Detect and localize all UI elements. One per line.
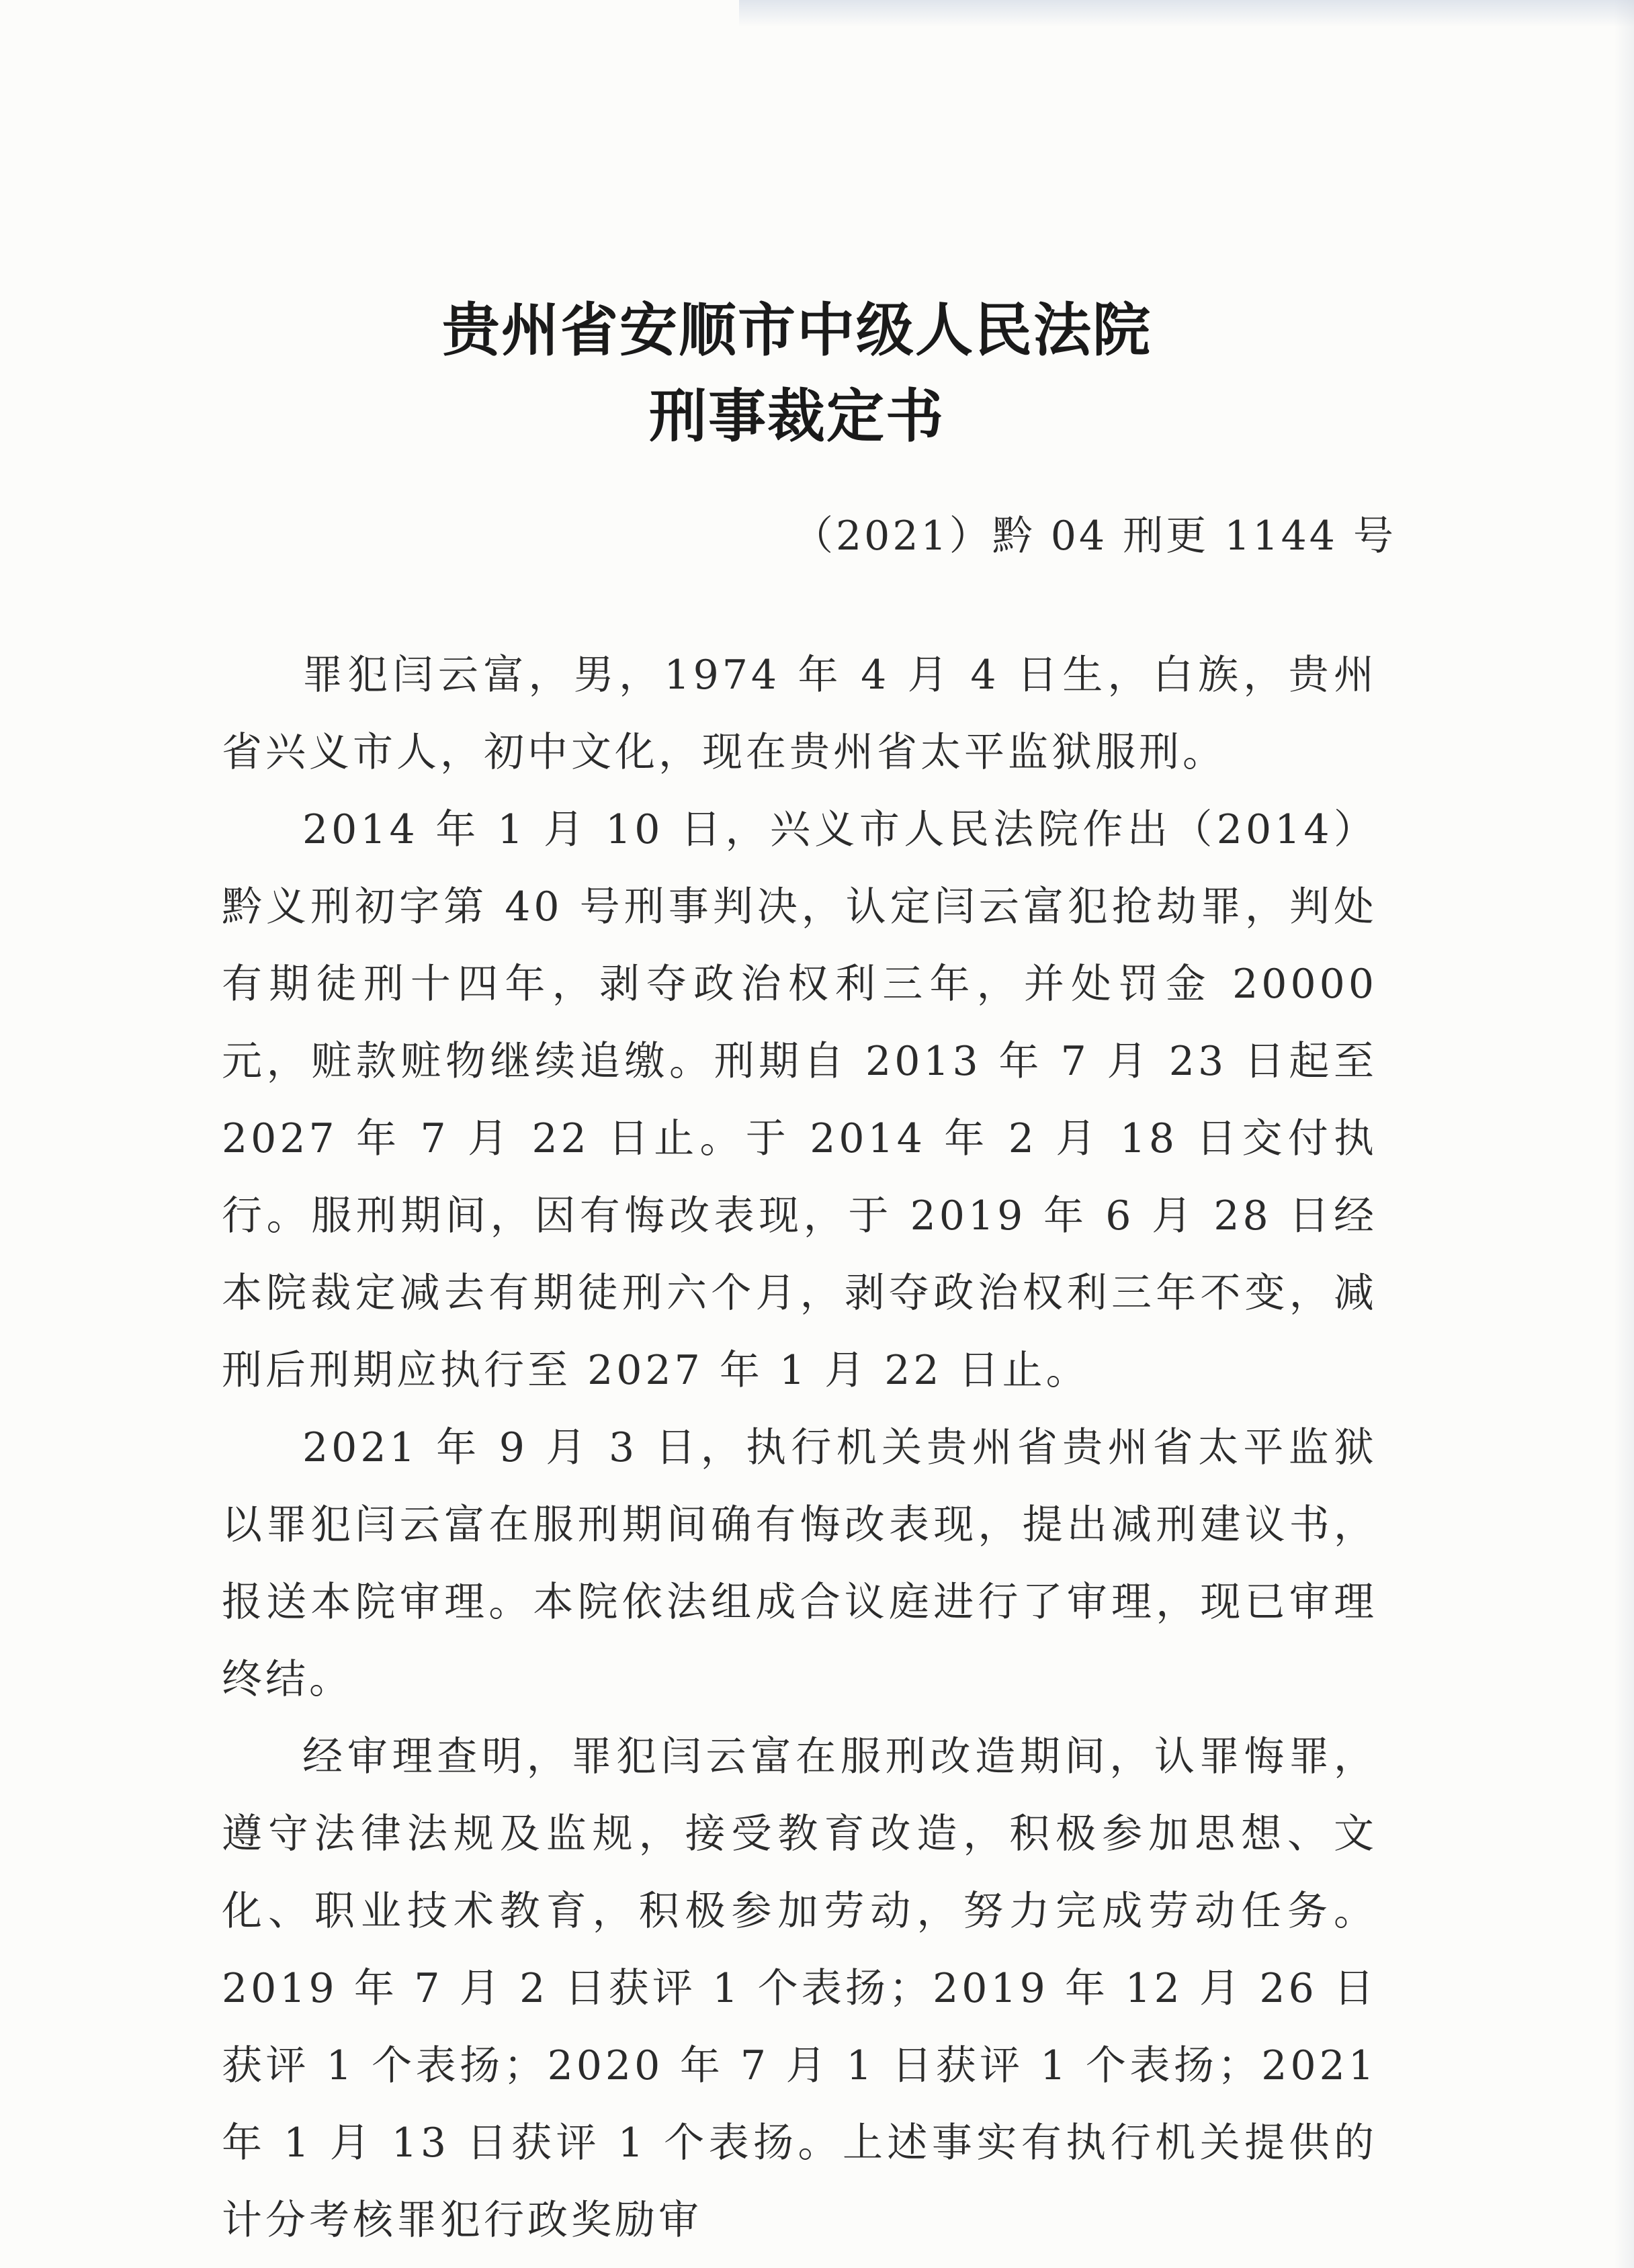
scan-artifact [1614, 0, 1634, 2268]
paragraph-findings: 经审理查明，罪犯闫云富在服刑改造期间，认罪悔罪，遵守法律法规及监规，接受教育改造，积极参加思想、文化、职业技术教育，积极参加劳动，努力完成劳动任务。2019 年 7 月 2 日获评 1 个表扬；2019 年 12 月 26 日获评 1 个表扬；2020 年 7 月 1 日获评 1 个表扬；2021 年 1 月 13 日获评 1 个表扬。上述事实有执行机关提供的计分考核罪犯行政奖励审 [222, 1733, 1377, 2244]
court-name-heading: 贵州省安顺市中级人民法院 [442, 296, 1152, 364]
document-type-heading: 刑事裁定书 [649, 382, 945, 450]
document-body [222, 637, 1377, 2259]
scan-artifact [739, 0, 1634, 27]
paragraph-original-judgment: 2014 年 1 月 10 日，兴义市人民法院作出（2014）黔义刑初字第 40 号刑事判决，认定闫云富犯抢劫罪，判处有期徒刑十四年，剥夺政治权利三年，并处罚金 20000 元，赃款赃物继续追缴。刑期自 2013 年 7 月 23 日起至 2027 年 7 月 22 日止。于 2014 年 2 月 18 日交付执行。服刑期间，因有悔改表现，于 2019 年 6 月 28 日经本院裁定减去有期徒刑六个月，剥夺政治权利三年不变，减刑后刑期应执行至 2027 年 1 月 22 日止。 [222, 806, 1377, 1394]
case-number: （2021）黔 04 刑更 1144 号 [793, 513, 1397, 560]
paragraph-defendant-info: 罪犯闫云富，男，1974 年 4 月 4 日生，白族，贵州省兴义市人，初中文化，现在贵州省太平监狱服刑。 [222, 652, 1377, 776]
paragraph-commutation-proposal: 2021 年 9 月 3 日，执行机关贵州省贵州省太平监狱以罪犯闫云富在服刑期间确有悔改表现，提出减刑建议书，报送本院审理。本院依法组成合议庭进行了审理，现已审理终结。 [222, 1424, 1377, 1703]
